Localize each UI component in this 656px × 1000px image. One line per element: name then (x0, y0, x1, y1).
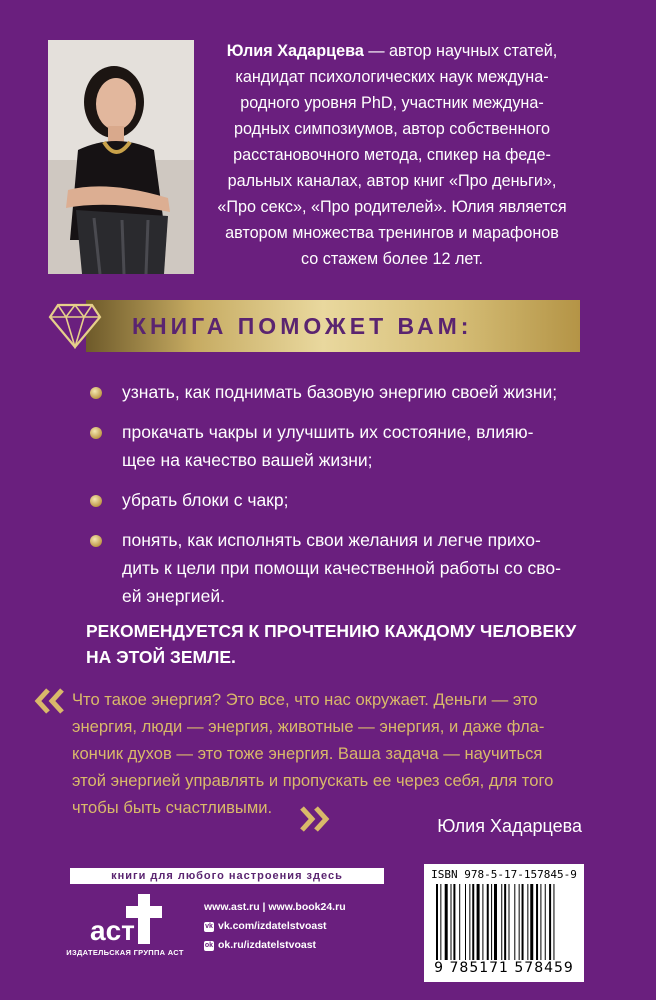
list-item (86, 378, 596, 406)
diamond-icon (48, 303, 102, 349)
publisher-name: ИЗДАТЕЛЬСКАЯ ГРУППА АСТ (66, 948, 184, 957)
banner-title: КНИГА ПОМОЖЕТ ВАМ: (132, 313, 473, 339)
quote-close-icon (298, 806, 330, 832)
barcode-bar (477, 884, 480, 960)
bio-line-4: расстановочного метода, спикер на феде- (233, 146, 551, 164)
recommendation: РЕКОМЕНДУЕТСЯ К ПРОЧТЕНИЮ КАЖДОМУ ЧЕЛОВЕКУ НА ЭТОЙ ЗЕМЛЕ. (86, 621, 577, 667)
list-item (86, 486, 596, 514)
barcode-bar (451, 884, 452, 960)
bio-line-2: родного уровня PhD, участник междуна- (240, 94, 544, 112)
barcode-bar (536, 884, 538, 960)
bio-line-7: автором множества тренингов и марафонов (225, 224, 559, 242)
vk-icon: vk (205, 922, 213, 930)
author-bio (206, 38, 578, 272)
sites-link[interactable] (204, 898, 346, 917)
barcode-bar (519, 884, 520, 960)
benefit-text: убрать блоки с чакр; (122, 490, 289, 510)
bullet-icon (90, 427, 102, 439)
benefits-list (86, 378, 596, 622)
bullet-icon (90, 535, 102, 547)
ast-logo (88, 892, 168, 948)
author-name: Юлия Хадарцева (226, 42, 364, 60)
barcode-bar (514, 884, 515, 960)
list-item (86, 418, 596, 474)
vk-link[interactable] (204, 917, 346, 936)
vk-text: vk.com/izdatelstvoast (218, 920, 327, 932)
barcode-bar (465, 884, 466, 960)
barcode-bar (494, 884, 497, 960)
quote-text: Что такое энергия? Это все, что нас окружает. Деньги — это энергия, люди — энергия, животные — энергия, и даже фла- кончик духов — это тоже энергия. Ваша задача — научиться этой энергией управлять и пропускать ее через себя, для того чтобы быть счастливыми. (72, 690, 554, 817)
bio-line-1: кандидат психологических наук междуна- (235, 68, 549, 86)
isbn: ISBN 978-5-17-157845-9 (431, 868, 577, 881)
bullet-icon (90, 495, 102, 507)
barcode-bar (472, 884, 474, 960)
barcode-bar (553, 884, 554, 960)
ok-text: ok.ru/izdatelstvoast (218, 939, 317, 951)
barcode-bar (504, 884, 506, 960)
ok-link[interactable] (204, 936, 346, 955)
barcode-bar (440, 884, 441, 960)
barcode-bar (459, 884, 460, 960)
bio-line-6: «Про секс», «Про родителей». Юлия является (217, 198, 567, 216)
bio-line-0: — автор научных статей, (363, 42, 558, 60)
ok-icon: ok (204, 941, 214, 949)
quote-author: Юлия Хадарцева (437, 816, 582, 836)
barcode-number: 9 785171 578459 (434, 960, 574, 976)
barcode-bar (487, 884, 489, 960)
bio-line-8: со стажем более 12 лет. (301, 250, 483, 268)
quote-open-icon (34, 688, 66, 714)
barcode-bar (501, 884, 502, 960)
barcode-bar (482, 884, 483, 960)
barcode-bar (522, 884, 524, 960)
author-photo (48, 40, 194, 274)
barcode-bar (540, 884, 541, 960)
barcode-bar (469, 884, 470, 960)
barcode-bar (527, 884, 528, 960)
benefit-text: понять, как исполнять свои желания и легче прихо- дить к цели при помощи качественной работы со сво- ей энергией. (122, 530, 561, 606)
barcode-bar (445, 884, 448, 960)
barcode-bar (509, 884, 510, 960)
barcode-bar (530, 884, 533, 960)
logo-text: аст (90, 915, 135, 946)
barcode-bar (549, 884, 551, 960)
list-item (86, 526, 596, 610)
barcode-bar (436, 884, 438, 960)
tagline-strip: книги для любого настроения здесь (70, 868, 384, 884)
barcode-bar (453, 884, 455, 960)
barcode (424, 864, 584, 982)
barcode-bars (436, 884, 572, 960)
bio-line-5: ральных каналах, автор книг «Про деньги», (227, 172, 557, 190)
footer-links (204, 898, 346, 955)
barcode-bar (545, 884, 546, 960)
bullet-icon (90, 387, 102, 399)
sites-text: www.ast.ru | www.book24.ru (204, 901, 346, 913)
benefit-text: прокачать чакры и улучшить их состояние, влияю- щее на качество вашей жизни; (122, 422, 534, 470)
barcode-bar (491, 884, 492, 960)
benefits-banner (86, 300, 580, 352)
bio-line-3: родных симпозиумов, автор собственного (234, 120, 550, 138)
benefit-text: узнать, как поднимать базовую энергию своей жизни; (122, 382, 558, 402)
